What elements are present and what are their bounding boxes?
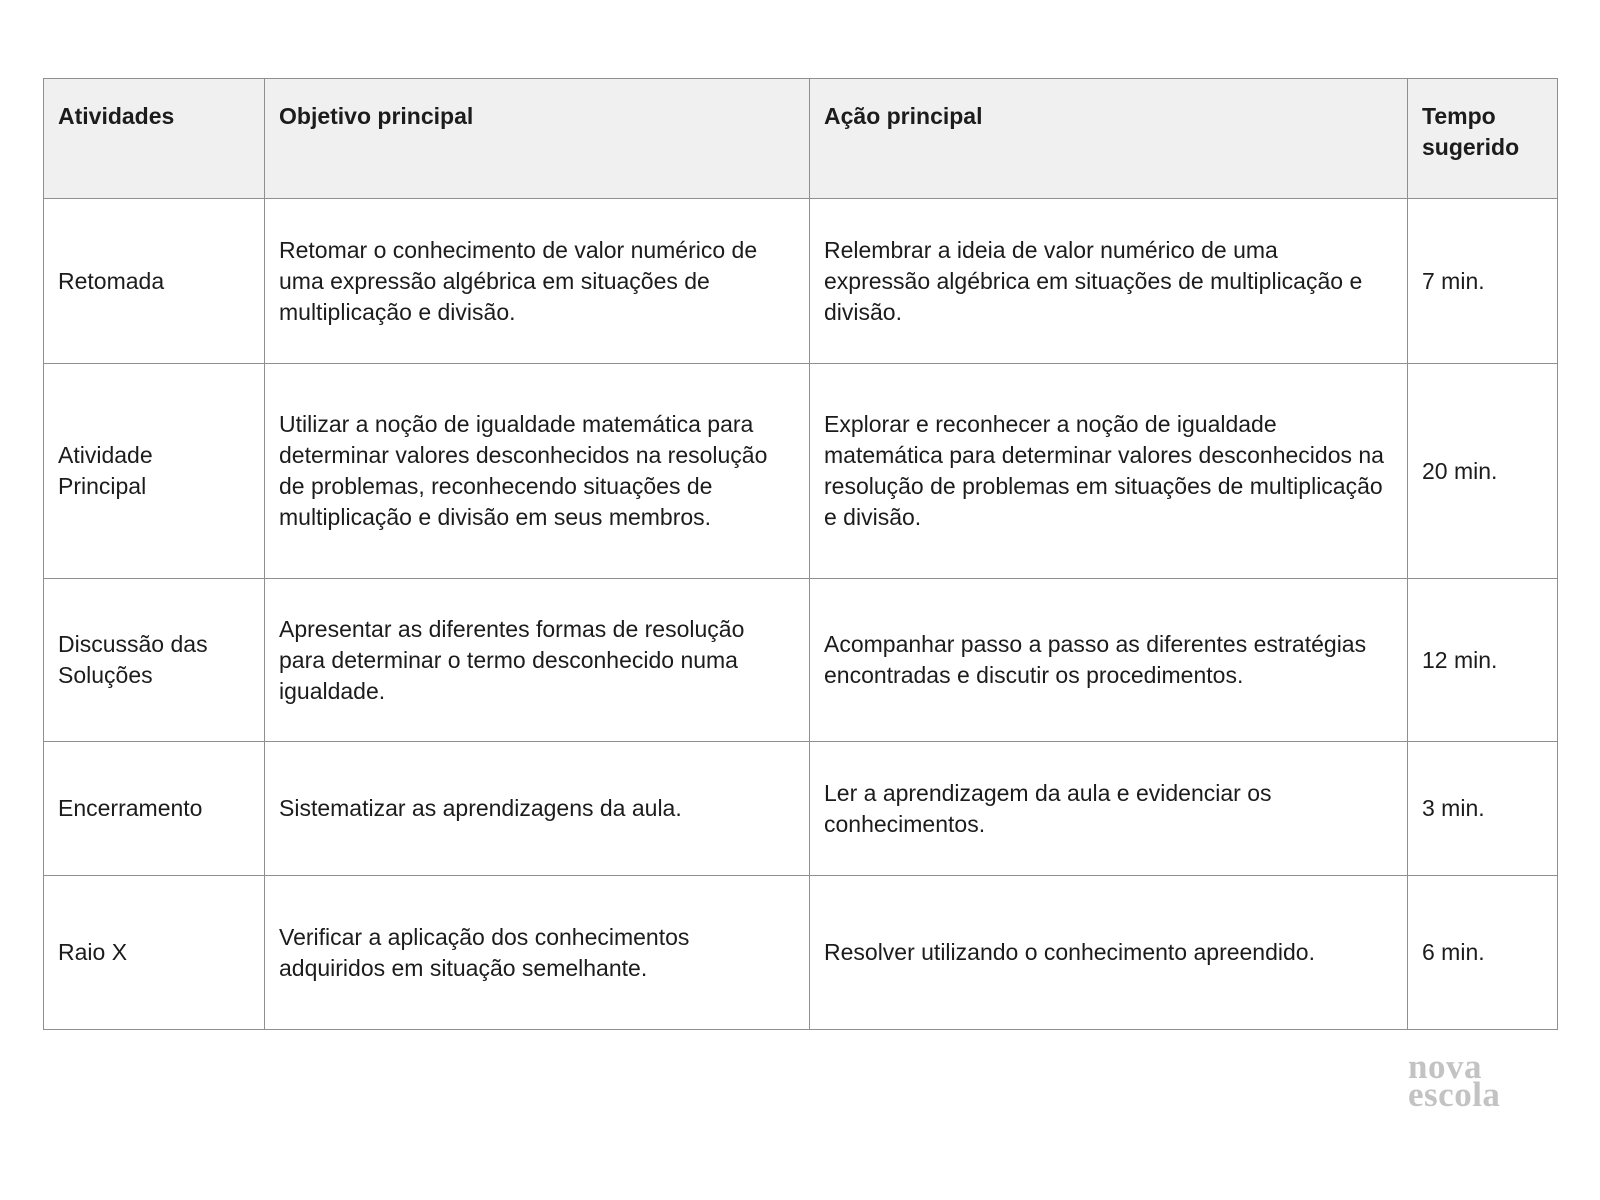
cell-acao: Explorar e reconhecer a noção de igualdade matemática para determinar valores desconhecidos na resolução de problemas em situações de multiplicação e divisão.: [810, 364, 1408, 579]
column-header-atividades: Atividades: [44, 79, 265, 199]
table-row-discussao-das-solucoes: [44, 579, 1558, 742]
table-row-raio-x: [44, 876, 1558, 1030]
cell-atividade: Retomada: [44, 199, 265, 364]
cell-objetivo: Sistematizar as aprendizagens da aula.: [265, 742, 810, 876]
cell-atividade: Raio X: [44, 876, 265, 1030]
cell-tempo: 7 min.: [1408, 199, 1558, 364]
table-row-encerramento: [44, 742, 1558, 876]
lesson-plan-container: [43, 78, 1558, 1030]
nova-escola-logo: [1408, 1047, 1501, 1114]
cell-tempo: 12 min.: [1408, 579, 1558, 742]
cell-acao: Ler a aprendizagem da aula e evidenciar os conhecimentos.: [810, 742, 1408, 876]
cell-objetivo: Apresentar as diferentes formas de resolução para determinar o termo desconhecido numa igualdade.: [265, 579, 810, 742]
logo-wordmark-line-2: escola: [1408, 1075, 1501, 1114]
cell-objetivo: Retomar o conhecimento de valor numérico de uma expressão algébrica em situações de multiplicação e divisão.: [265, 199, 810, 364]
cell-acao: Resolver utilizando o conhecimento apreendido.: [810, 876, 1408, 1030]
logo-wordmark-line-1: nova: [1408, 1047, 1482, 1086]
cell-tempo: 6 min.: [1408, 876, 1558, 1030]
cell-tempo: 3 min.: [1408, 742, 1558, 876]
column-header-tempo-sugerido: Tempo sugerido: [1408, 79, 1558, 199]
cell-atividade: Atividade Principal: [44, 364, 265, 579]
header-row: [44, 79, 1558, 199]
column-header-acao-principal: Ação principal: [810, 79, 1408, 199]
table-row-retomada: [44, 199, 1558, 364]
cell-acao: Acompanhar passo a passo as diferentes estratégias encontradas e discutir os procedimentos.: [810, 579, 1408, 742]
cell-acao: Relembrar a ideia de valor numérico de uma expressão algébrica em situações de multiplicação e divisão.: [810, 199, 1408, 364]
cell-tempo: 20 min.: [1408, 364, 1558, 579]
cell-atividade: Encerramento: [44, 742, 265, 876]
cell-objetivo: Verificar a aplicação dos conhecimentos adquiridos em situação semelhante.: [265, 876, 810, 1030]
cell-atividade: Discussão das Soluções: [44, 579, 265, 742]
cell-objetivo: Utilizar a noção de igualdade matemática para determinar valores desconhecidos na resolução de problemas, reconhecendo situações de multiplicação e divisão em seus membros.: [265, 364, 810, 579]
table-row-atividade-principal: [44, 364, 1558, 579]
lesson-plan-table: [43, 78, 1558, 1030]
column-header-objetivo-principal: Objetivo principal: [265, 79, 810, 199]
